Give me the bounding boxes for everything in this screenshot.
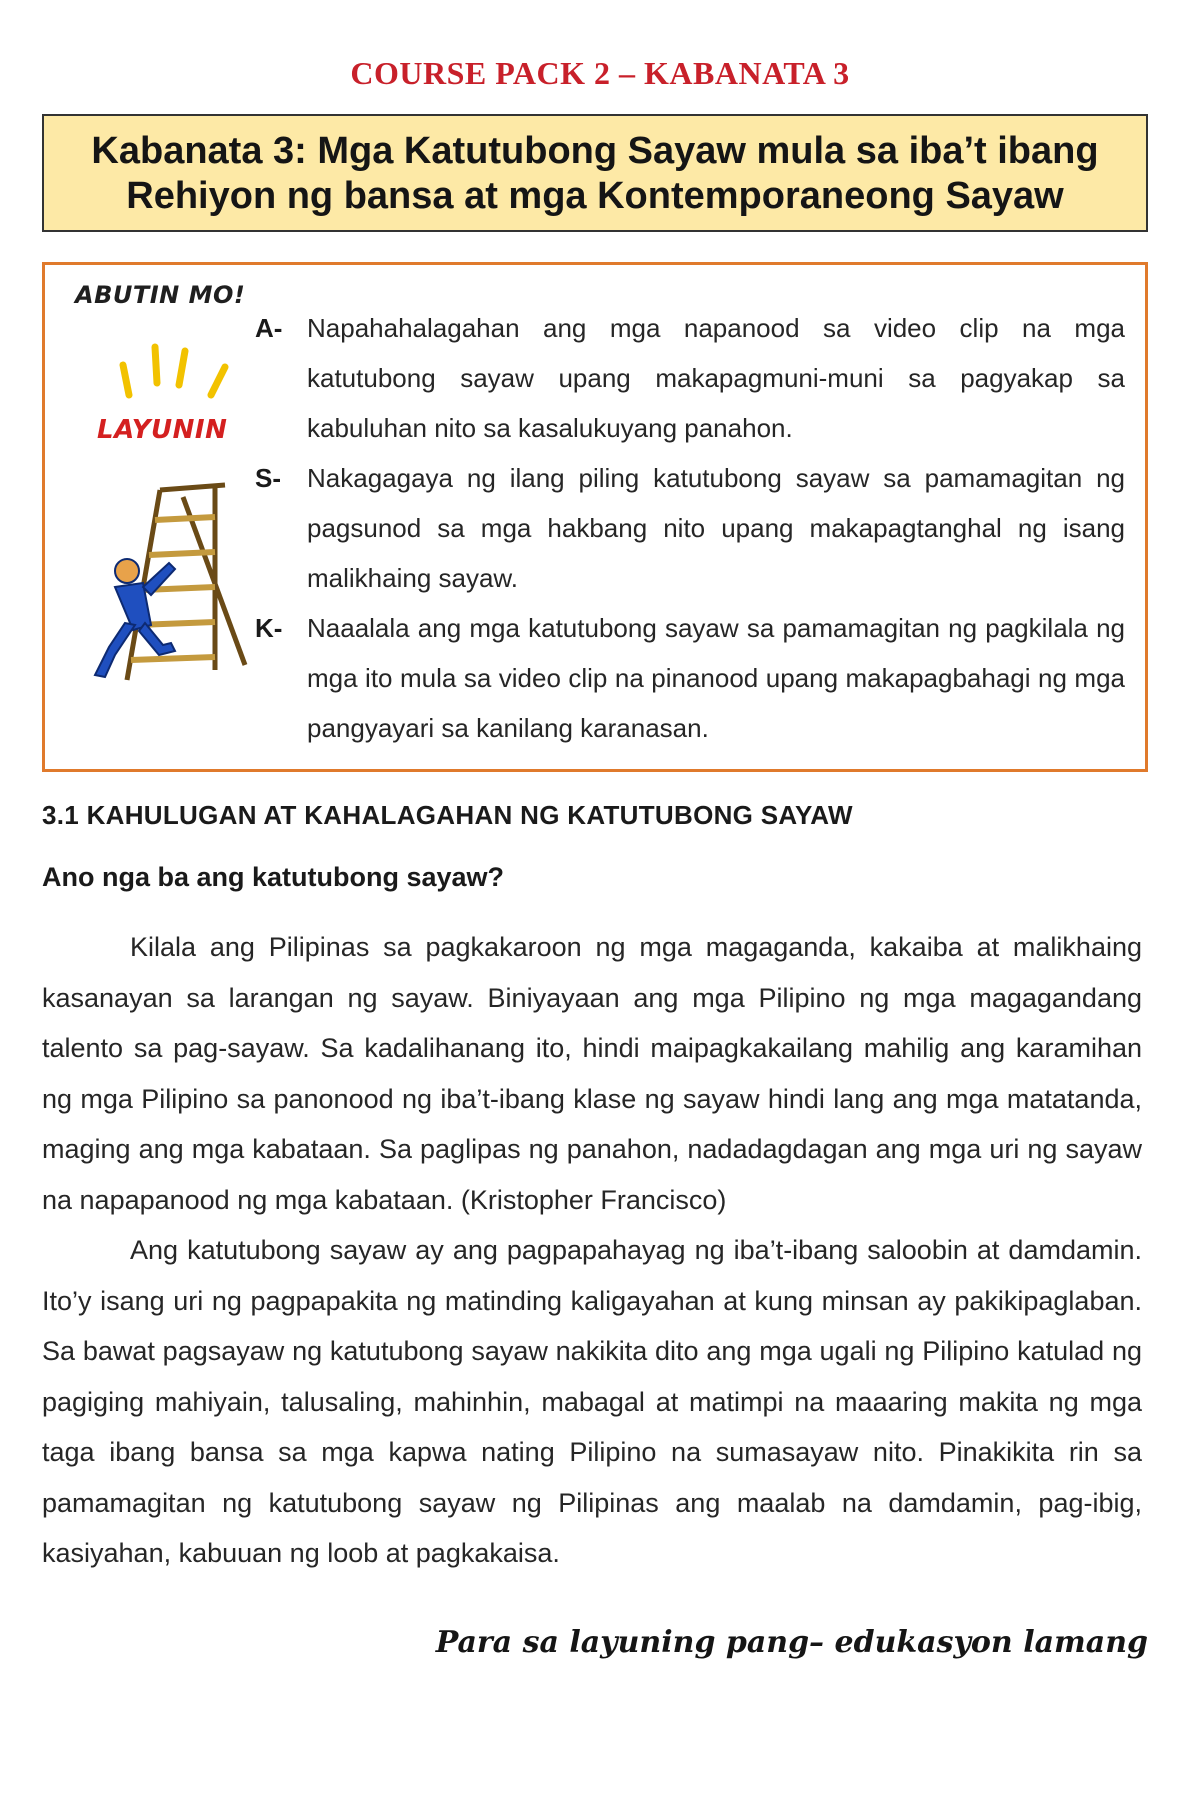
objective-letter: K- bbox=[255, 613, 283, 643]
objective-letter: A- bbox=[255, 313, 283, 343]
chapter-title-box bbox=[42, 114, 1148, 232]
ladder-climber-icon bbox=[65, 325, 275, 685]
paragraph-2: Ang katutubong sayaw ay ang pagpapahayag ng iba’t-ibang saloobin at damdamin. Ito’y isang uri ng pagpapakita ng matinding kaligayahan at kung minsan ay pakikipaglaban. Sa bawat pagsayaw ng katutubong sayaw nakikita dito ang mga ugali ng Pilipino katulad ng pagiging mahiyain, talusaling, mahinhin, mabagal at matimpi na maaaring makita ng mga taga ibang bansa sa mga kapwa nating Pilipino na sumasayaw nito. Pinakikita rin sa pamamagitan ng katutubong sayaw ng Pilipinas ang maalab na damdamin, pag-ibig, kasiyahan, kabuuan ng loob at pagkakaisa. bbox=[42, 1235, 1142, 1568]
objective-letter: S- bbox=[255, 463, 281, 493]
chapter-title-line-2: Rehiyon ng bansa at mga Kontemporaneong Sayaw bbox=[126, 175, 1064, 217]
section-question: Ano nga ba ang katutubong sayaw? bbox=[42, 862, 505, 892]
layunin-label: LAYUNIN bbox=[97, 415, 228, 445]
objectives-heading: ABUTIN MO! bbox=[75, 281, 246, 309]
objective-item-s bbox=[255, 453, 1125, 603]
objective-text: Nakagagaya ng ilang piling katutubong sayaw sa pamamagitan ng pagsunod sa mga hakbang nito upang makapagtanghal ng isang malikhaing sayaw. bbox=[307, 463, 1125, 593]
course-pack-header: COURSE PACK 2 – KABANATA 3 bbox=[350, 55, 850, 91]
objective-text: Naaalala ang mga katutubong sayaw sa pamamagitan ng pagkilala ng mga ito mula sa video clip na pinanood upang makapagbahagi ng mga pangyayari sa kanilang karanasan. bbox=[307, 613, 1125, 743]
section-heading: 3.1 KAHULUGAN AT KAHALAGAHAN NG KATUTUBONG SAYAW bbox=[42, 800, 853, 830]
chapter-title-line-1: Kabanata 3: Mga Katutubong Sayaw mula sa iba’t ibang bbox=[91, 130, 1099, 172]
paragraph-1: Kilala ang Pilipinas sa pagkakaroon ng mga magaganda, kakaiba at malikhaing kasanayan sa larangan ng sayaw. Biniyayaan ang mga Pilipino ng mga magagandang talento sa pag-sayaw. Sa kadalihanang ito, hindi maipagkakailang mahilig ang karamihan ng mga Pilipino sa panonood ng iba’t-ibang klase ng sayaw hindi lang ang mga matatanda, maging ang mga kabataan. Sa paglipas ng panahon, nadadagdagan ang mga uri ng sayaw na napapanood ng mga kabataan. (Kristopher Francisco) bbox=[42, 932, 1142, 1215]
objective-text: Napahahalagahan ang mga napanood sa video clip na mga katutubong sayaw upang makapagmuni-muni sa pagyakap sa kabuluhan nito sa kasalukuyang panahon. bbox=[307, 313, 1125, 443]
footer-note: Para sa layuning pang– edukasyon lamang bbox=[435, 1625, 1148, 1660]
objective-item-k bbox=[255, 603, 1125, 753]
objective-item-a bbox=[255, 303, 1125, 453]
objectives-box bbox=[42, 262, 1148, 772]
